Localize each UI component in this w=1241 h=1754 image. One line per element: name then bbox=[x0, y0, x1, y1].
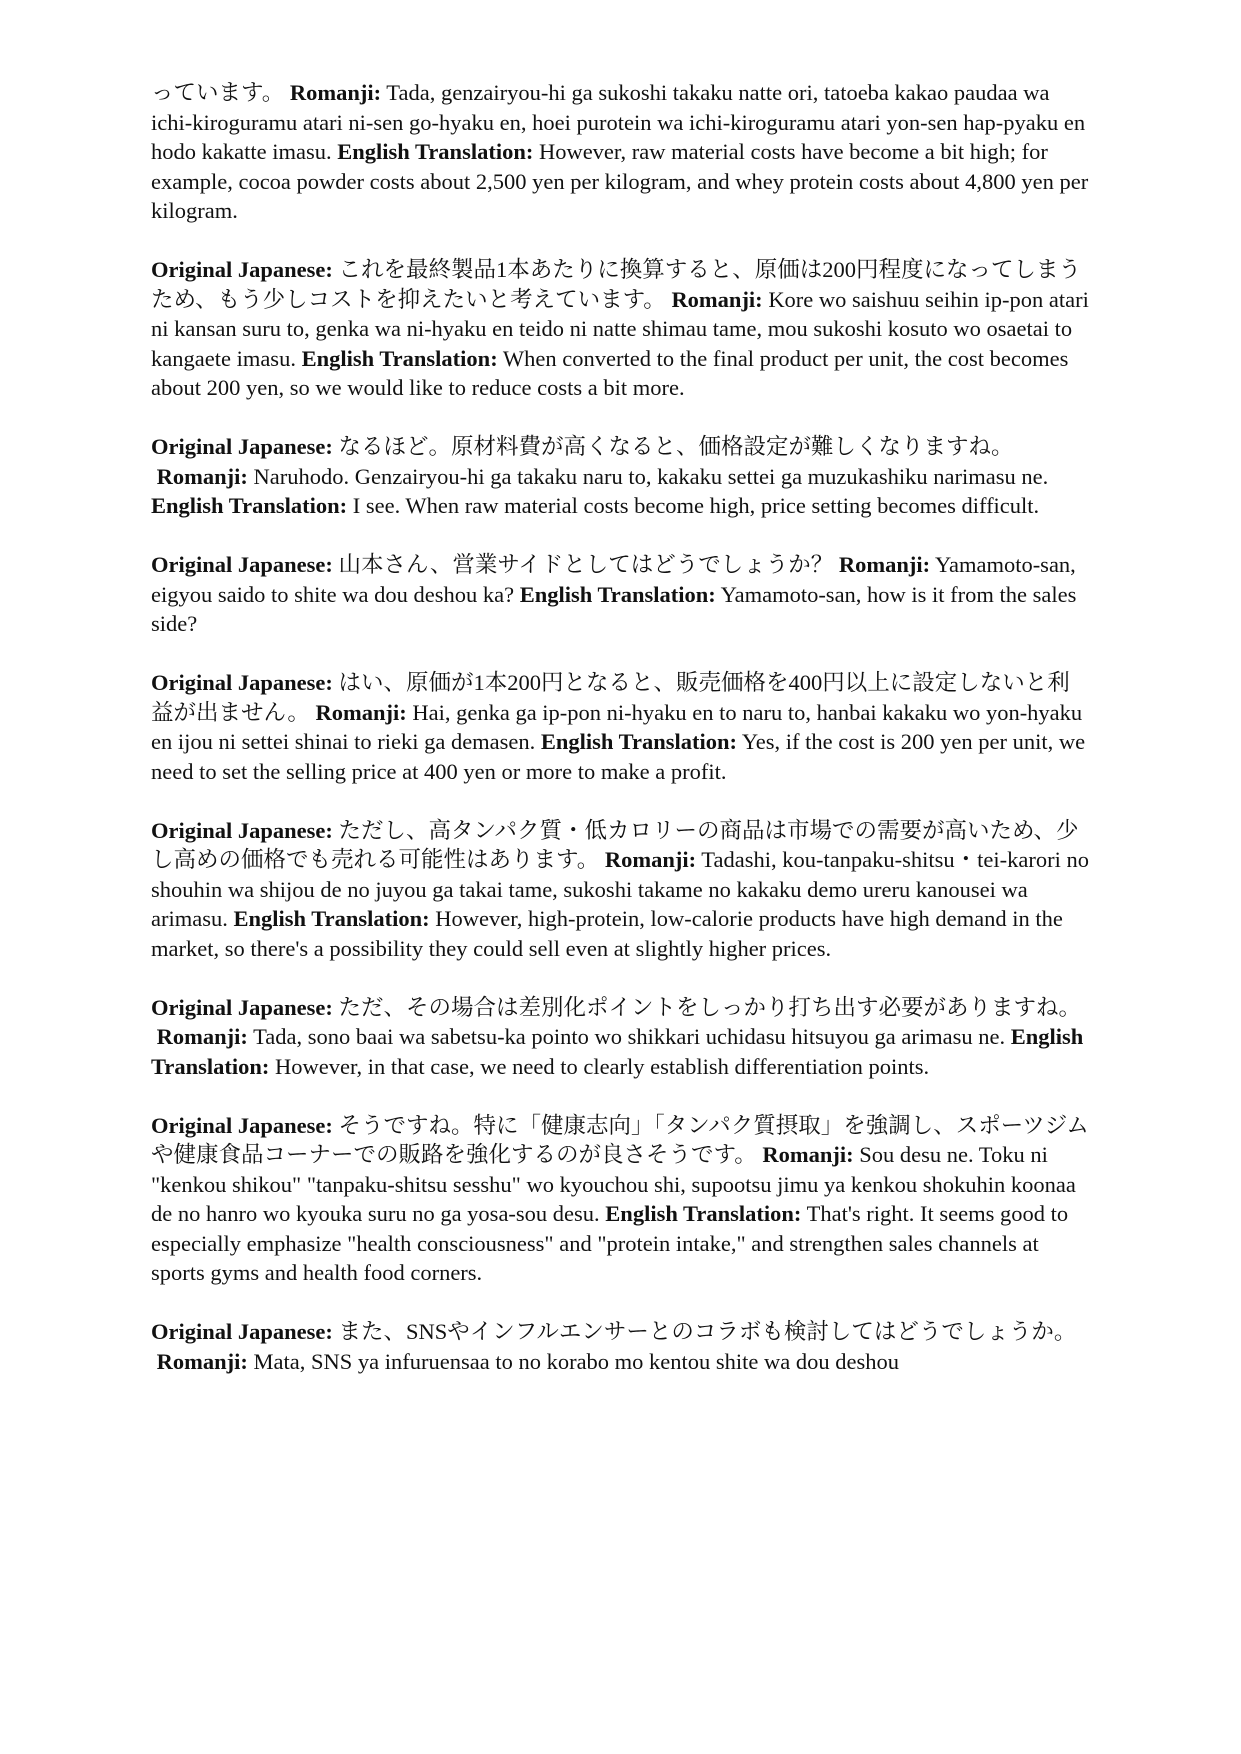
english-text: When converted to the final product per unit, the cost becomes about 200 yen, so we would like to reduce costs a bit more. bbox=[151, 345, 1069, 400]
transcript-paragraph-3 bbox=[151, 432, 1091, 521]
english-text: That's right. It seems good to especially emphasize "health consciousness" and "protein intake," and strengthen sales channels at sports gyms and health food corners. bbox=[151, 1201, 1069, 1285]
romanji-label: Romanji: bbox=[838, 552, 931, 577]
japanese-label: Original Japanese: bbox=[151, 257, 333, 282]
english-label: English Translation: bbox=[337, 139, 534, 164]
romanji-label: Romanji: bbox=[156, 1024, 248, 1049]
transcript-paragraph-7 bbox=[151, 993, 1091, 1082]
japanese-label: Original Japanese: bbox=[151, 817, 333, 843]
english-label: English Translation: bbox=[151, 1024, 1084, 1079]
romanji-label: Romanji: bbox=[671, 286, 763, 312]
japanese-text: ただし、高タンパク質・低カロリーの商品は市場での需要が高いため、少し高めの価格でも売れる可能性はあります。 bbox=[151, 817, 1079, 872]
japanese-text: はい、原価が1本200円となると、販売価格を400円以上に設定しないと利益が出ません。 bbox=[151, 670, 1070, 725]
japanese-text: っています。 bbox=[151, 80, 285, 105]
transcript-paragraph-6 bbox=[151, 816, 1091, 964]
english-label: English Translation: bbox=[540, 729, 738, 754]
romanji-text: Naruhodo. Genzairyou-hi ga takaku naru to, kakaku settei ga muzukashiku narimasu ne. bbox=[253, 463, 1049, 489]
romanji-text: Hai, genka ga ip-pon ni-hyaku en to naru to, hanbai kakaku wo yon-hyaku en ijou ni settei shinai to rieki ga demasen. bbox=[151, 699, 1083, 754]
romanji-label: Romanji: bbox=[156, 463, 248, 489]
english-text: However, in that case, we need to clearly establish differentiation points. bbox=[274, 1053, 930, 1079]
japanese-text: ただ、その場合は差別化ポイントをしっかり打ち出す必要がありますね。 bbox=[338, 994, 1082, 1020]
japanese-label: Original Japanese: bbox=[151, 670, 333, 695]
romanji-label: Romanji: bbox=[156, 1348, 248, 1374]
japanese-text: また、SNSやインフルエンサーとのコラボも検討してはどうでしょうか。 bbox=[338, 1319, 1077, 1344]
transcript-paragraph-1 bbox=[151, 78, 1091, 226]
romanji-text: Tada, sono baai wa sabetsu-ka pointo wo shikkari uchidasu hitsuyou ga arimasu ne. bbox=[253, 1024, 1006, 1049]
romanji-label: Romanji: bbox=[762, 1142, 854, 1167]
japanese-label: Original Japanese: bbox=[151, 1319, 333, 1344]
romanji-label: Romanji: bbox=[604, 847, 697, 872]
english-label: English Translation: bbox=[605, 1201, 802, 1226]
romanji-text: Kore wo saishuu seihin ip-pon atari ni kansan suru to, genka wa ni-hyaku en teido ni natte shimau tame, mou sukoshi kosuto wo osaetai to kangaete imasu. bbox=[151, 286, 1089, 371]
english-label: English Translation: bbox=[301, 345, 498, 371]
english-text: Yes, if the cost is 200 yen per unit, we need to set the selling price at 400 yen or more to make a profit. bbox=[151, 729, 1086, 784]
japanese-label: Original Japanese: bbox=[151, 1112, 333, 1138]
japanese-label: Original Japanese: bbox=[151, 994, 333, 1020]
transcript-paragraph-2 bbox=[151, 255, 1091, 403]
transcript-paragraph-8 bbox=[151, 1111, 1091, 1288]
english-text: I see. When raw material costs become high, price setting becomes difficult. bbox=[352, 493, 1040, 518]
romanji-text: Yamamoto-san, eigyou saido to shite wa dou deshou ka? bbox=[151, 552, 1076, 607]
japanese-text: なるほど。原材料費が高くなると、価格設定が難しくなりますね。 bbox=[338, 434, 1014, 459]
transcript-paragraph-5 bbox=[151, 668, 1091, 786]
japanese-text: これを最終製品1本あたりに換算すると、原価は200円程度になってしまうため、もう少しコストを抑えたいと考えています。 bbox=[151, 257, 1082, 312]
english-text: However, raw material costs have become a bit high; for example, cocoa powder costs about 2,500 yen per kilogram, and whey protein costs about 4,800 yen per kilogram. bbox=[151, 139, 1089, 223]
romanji-text: Tadashi, kou-tanpaku-shitsu・tei-karori no shouhin wa shijou de no juyou ga takai tame, sukoshi takame no kakaku demo ureru kanousei wa arimasu. bbox=[151, 847, 1090, 931]
english-label: English Translation: bbox=[519, 581, 716, 607]
romanji-label: Romanji: bbox=[315, 699, 407, 725]
romanji-text: Tada, genzairyou-hi ga sukoshi takaku natte ori, tatoeba kakao paudaa wa ichi-kiroguramu atari ni-sen go-hyaku en, hoei purotein wa ichi-kiroguramu atari yon-sen hap-pyaku en hodo kakatte imasu. bbox=[151, 80, 1086, 164]
transcript-paragraph-9 bbox=[151, 1317, 1091, 1376]
japanese-text: 山本さん、営業サイドとしてはどうでしょうか？ bbox=[338, 552, 834, 577]
english-label: English Translation: bbox=[151, 493, 348, 518]
transcript-paragraph-4 bbox=[151, 550, 1091, 639]
romanji-text: Sou desu ne. Toku ni "kenkou shikou" "tanpaku-shitsu sesshu" wo kyouchou shi, supootsu jimu ya kenkou shokuhin koonaa de no hanro wo kyouka suru no ga yosa-sou desu. bbox=[151, 1142, 1076, 1226]
english-text: Yamamoto-san, how is it from the sales side? bbox=[151, 581, 1077, 636]
japanese-text: そうですね。特に「健康志向」「タンパク質摂取」を強調し、スポーツジムや健康食品コーナーでの販路を強化するのが良さそうです。 bbox=[151, 1112, 1089, 1167]
english-label: English Translation: bbox=[233, 906, 430, 931]
japanese-label: Original Japanese: bbox=[151, 434, 333, 459]
romanji-label: Romanji: bbox=[289, 80, 382, 105]
japanese-label: Original Japanese: bbox=[151, 552, 333, 577]
romanji-text: Mata, SNS ya infuruensaa to no korabo mo kentou shite wa dou deshou bbox=[253, 1348, 900, 1374]
english-text: However, high-protein, low-calorie products have high demand in the market, so there's a possibility they could sell even at slightly higher prices. bbox=[151, 906, 1063, 961]
